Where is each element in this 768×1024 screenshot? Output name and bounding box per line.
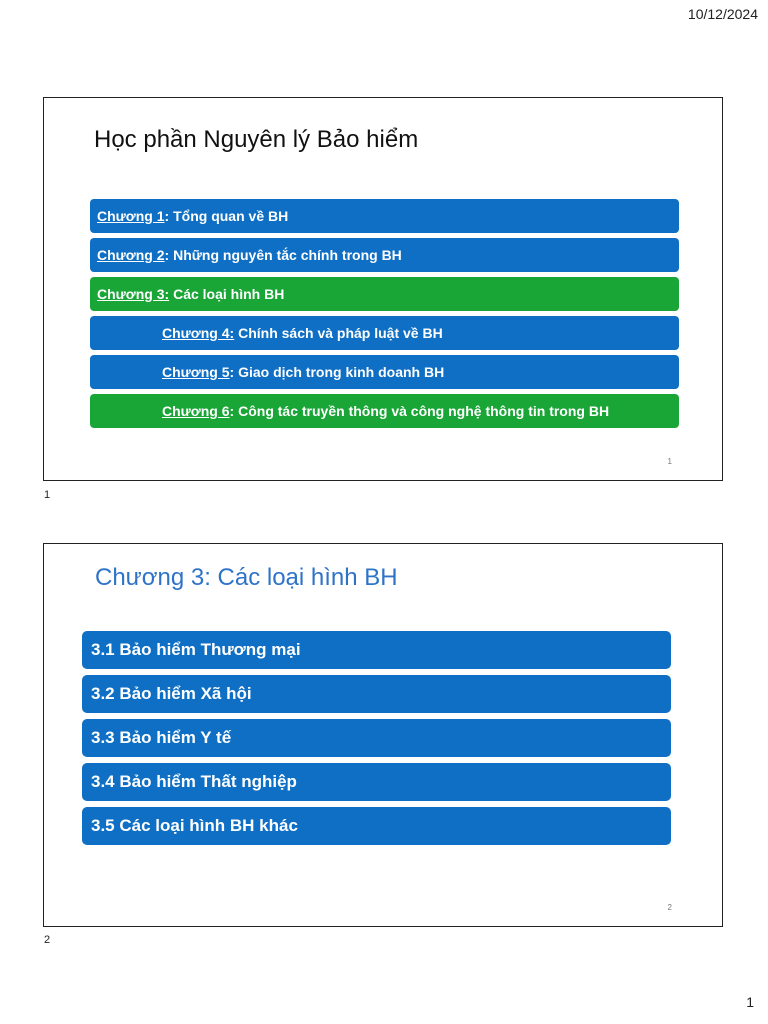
slide-caption: 2 [44,934,51,946]
chapter-item-2 [90,238,679,272]
chapter-sep: : [229,403,239,419]
section-item-4[interactable]: 3.4 Bảo hiểm Thất nghiệp [82,763,671,801]
chapter-link[interactable]: Chương 5 [162,364,230,380]
chapter-text: Công tác truyền thông và công nghệ thông tin trong BH [238,403,610,419]
slide-caption: 1 [44,489,51,501]
slide-title: Học phần Nguyên lý Bảo hiểm [94,126,419,153]
chapter-sep: : [229,364,239,380]
slide-number: 2 [667,903,672,912]
chapter-text: Chính sách và pháp luật về BH [238,325,443,341]
section-item-5[interactable]: 3.5 Các loại hình BH khác [82,807,671,845]
chapter-item-5 [90,355,679,389]
chapter-text: Tổng quan về BH [173,208,289,224]
page-date: 10/12/2024 [687,6,758,22]
chapter-link[interactable]: Chương 2 [97,247,165,263]
chapter-item-6 [90,394,679,428]
section-item-1[interactable]: 3.1 Bảo hiểm Thương mại [82,631,671,669]
chapter-link[interactable]: Chương 1 [97,208,165,224]
chapter-sep: : [164,247,174,263]
chapter-link[interactable]: Chương 3: [97,286,170,302]
slide-1 [43,97,723,481]
section-list [82,631,671,851]
slide-number: 1 [667,457,672,466]
chapter-link[interactable]: Chương 4: [162,325,235,341]
page-number: 1 [746,994,754,1010]
chapter-item-4 [90,316,679,350]
chapter-item-3 [90,277,679,311]
slide-2 [43,543,723,927]
slide-title: Chương 3: Các loại hình BH [95,564,398,591]
chapter-list [90,199,679,433]
chapter-text: Các loại hình BH [173,286,285,302]
chapter-sep: : [164,208,174,224]
section-item-3[interactable]: 3.3 Bảo hiểm Y tế [82,719,671,757]
chapter-link[interactable]: Chương 6 [162,403,230,419]
chapter-text: Những nguyên tắc chính trong BH [173,247,402,263]
chapter-item-1 [90,199,679,233]
section-item-2[interactable]: 3.2 Bảo hiểm Xã hội [82,675,671,713]
chapter-text: Giao dịch trong kinh doanh BH [238,364,445,380]
